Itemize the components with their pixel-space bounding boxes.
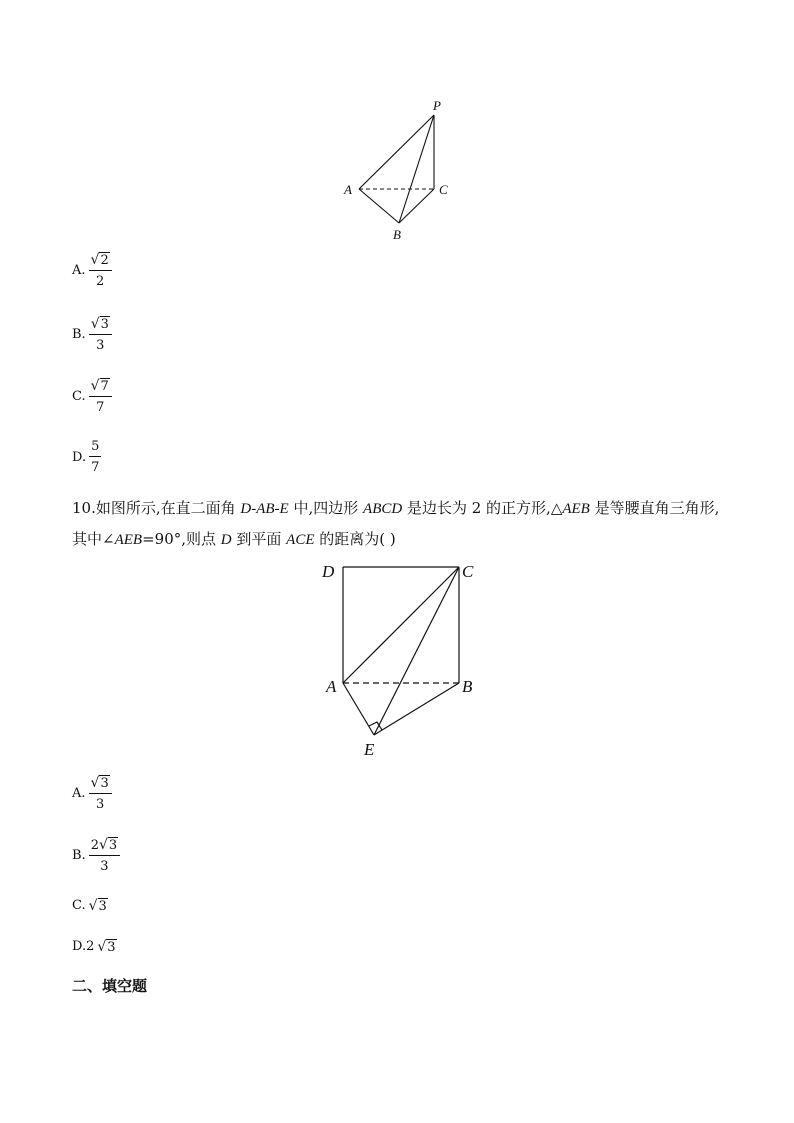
fraction: √ 3 3 (89, 316, 112, 352)
fraction: √ 3 3 (89, 775, 112, 811)
option-label: C. (72, 388, 86, 404)
figure-tetrahedron (335, 95, 465, 245)
label-b: B (462, 677, 473, 696)
figure-dihedral (315, 555, 490, 765)
edge-ca (343, 567, 459, 683)
option-label: A. (72, 785, 86, 801)
q10-option-b[interactable] (72, 837, 120, 873)
option-label: B. (72, 847, 86, 863)
radical: √ 3 (97, 939, 116, 955)
label-c: C (462, 562, 474, 581)
edge-pb (399, 115, 434, 223)
radical: √ 3 (88, 898, 107, 914)
edge-ab (359, 189, 399, 223)
fraction: 2 √ 3 3 (89, 837, 120, 873)
option-label: D.2 (72, 939, 95, 954)
option-label: D. (72, 449, 87, 465)
label-a: A (326, 677, 337, 696)
q9-option-a[interactable] (72, 252, 112, 288)
edge-pa (359, 115, 434, 189)
label-e: E (364, 740, 375, 759)
label-b: B (393, 227, 401, 242)
fraction: √ 7 7 (89, 378, 112, 414)
label-c: C (439, 182, 448, 197)
label-p: P (433, 98, 441, 113)
option-label: C. (72, 898, 86, 913)
q9-option-b[interactable] (72, 316, 112, 352)
label-a: A (344, 182, 352, 197)
q10-stem: 10.如图所示,在直二面角 D-AB-E 中,四边形 ABCD 是边长为 2 的正方形,△AEB 是等腰直角三角形,其中∠AEB=90°,则点 D 到平面 ACE 的距离为( ) (72, 499, 720, 548)
section-title: 二、填空题 (72, 977, 148, 995)
q10-option-a[interactable] (72, 775, 112, 811)
edge-ce (374, 567, 459, 735)
fraction: $\frac{5}{7}$ (91, 439, 100, 475)
label-d: D (322, 562, 335, 581)
q9-option-c[interactable] (72, 378, 112, 414)
q10-option-d[interactable] (72, 939, 117, 954)
edge-ae (343, 683, 374, 735)
option-label: B. (72, 326, 86, 342)
q9-option-d[interactable] (72, 440, 101, 474)
q10-option-c[interactable] (72, 898, 108, 913)
option-label: A. (72, 262, 86, 278)
fraction: √ 2 2 (89, 252, 112, 288)
